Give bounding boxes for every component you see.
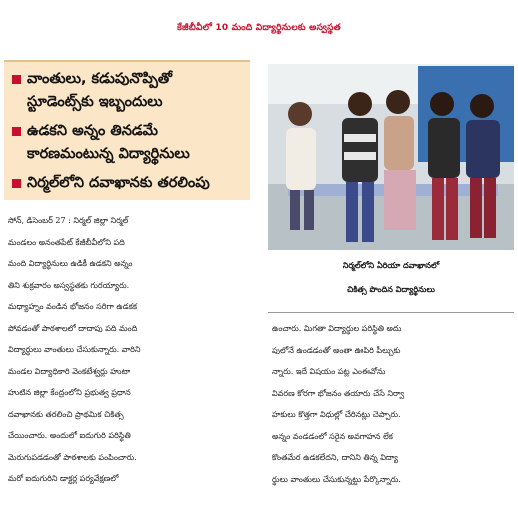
students-photo-illustration xyxy=(268,64,514,250)
article-line: సోన్, డిసెంబర్ 27 : నిర్మల్ జిల్లా నిర్మల్ xyxy=(8,216,129,225)
bullet-square-icon xyxy=(12,179,21,188)
bullet-square-icon xyxy=(12,127,21,136)
photo-caption-line: నిర్మల్‌లోని ఏరియా దవాఖానలో xyxy=(342,261,440,270)
article-line: కొంతమేర ఉడకలేదని, దానిని తిన్న విద్యా xyxy=(272,453,398,462)
headline: కేజీబీవీలో 10 మంది విద్యార్థినులకు అస్వస్థత xyxy=(177,23,341,33)
article-line: చేయించారు. అందులో ఐదుగురి పరిస్థితి xyxy=(8,431,131,440)
article-line: హకులు కొత్తగా విధుల్లో చేరినట్లు చెప్పారు. xyxy=(272,410,401,419)
highlight-item xyxy=(10,68,244,114)
article-column-right xyxy=(272,318,514,490)
article-line: అన్నం వండడంలో సరైన అవగాహన లేక xyxy=(272,431,393,441)
article-line: పోవడంతో పాఠశాలలో దాదాపు పది మంది xyxy=(8,323,138,333)
photo-caption xyxy=(268,254,514,310)
highlight-item xyxy=(10,120,244,166)
article-line: పులోనే ఉండడంతో అంతా ఊపిరి పీల్చుకు xyxy=(272,345,401,355)
highlight-line: స్టూడెంట్స్‌కు ఇబ్బందులు xyxy=(27,94,163,110)
article-line: వివరణ కోరగా భోజనం తయారు చేసే నిర్వా xyxy=(272,388,405,398)
article-line: హుటిన జిల్లా కేంద్రంలోని ప్రభుత్వ ప్రధాన xyxy=(8,388,131,397)
highlights-box xyxy=(4,60,250,200)
article-line: మండలం అనంతపేట్ కేజీబీవీలోని పది xyxy=(8,237,125,247)
article-column-left xyxy=(8,210,258,490)
highlight-line: ఉడకని అన్నం తినడమే xyxy=(27,123,158,139)
article-line: విద్యార్థులు వాంతులు చేసుకున్నారు. వారిని xyxy=(8,345,141,354)
article-line: తిని శుక్రవారం అస్వస్థతకు గురయ్యారు. xyxy=(8,280,130,290)
article-line: మరో ఐదుగురిని డాక్టర్ల పర్యవేక్షణలో xyxy=(8,474,119,483)
article-line: మంది విద్యార్థినులు ఉడికీ ఉడకని అన్నం xyxy=(8,259,133,268)
article-line: దవాఖానకు తరలించి ప్రాథమిక చికిత్స xyxy=(8,409,124,419)
caption-divider xyxy=(268,312,514,313)
highlight-line: వాంతులు, కడుపునొప్పితో xyxy=(27,71,173,87)
highlight-line: నిర్మల్‌లోని దవాఖానకు తరలింపు xyxy=(27,175,210,191)
bullet-square-icon xyxy=(12,75,21,84)
article-line: న్నారు. ఇదే విషయం పట్ల ఎంఈవోను xyxy=(272,367,386,376)
article-line: మధ్యాహ్నం వండిన భోజనం సరిగా ఉడకక xyxy=(8,302,138,311)
highlight-line: కారణమంటున్న విద్యార్థినులు xyxy=(27,146,190,162)
highlight-item xyxy=(10,172,244,195)
article-line: మండల విద్యాధికారి వెంకటేశ్వర్లు హుటా xyxy=(8,366,131,376)
news-photo xyxy=(268,64,514,250)
article-line: ఉంచారు. మిగతా విద్యార్థుల పరిస్థితి అదు xyxy=(272,324,402,333)
article-line: ర్థులు వాంతులు చేసుకున్నట్టు పేర్కొన్నారు. xyxy=(272,474,401,484)
photo-caption-line: చికిత్స పొందిన విద్యార్థినులు xyxy=(347,285,435,294)
article-line: మెరుగుపడడంతో పాఠశాలకు పంపించారు. xyxy=(8,452,137,462)
